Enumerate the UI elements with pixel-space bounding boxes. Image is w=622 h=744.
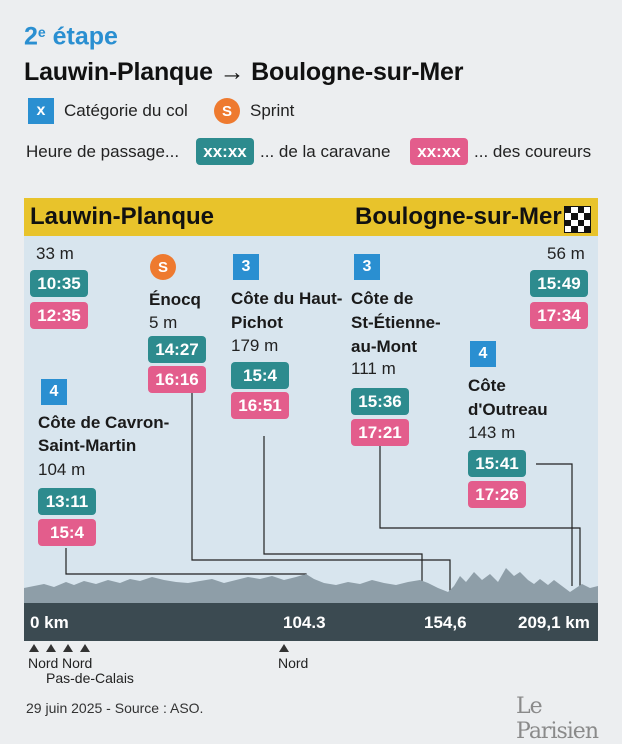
- caravane-legend-pill: xx:xx: [196, 138, 254, 165]
- banner-finish: Boulogne-sur-Mer: [355, 203, 562, 230]
- finish-coureurs-time: 17:34: [530, 302, 588, 329]
- cavron-altitude: 104 m: [38, 460, 86, 479]
- dept-marker-icon: [63, 644, 73, 652]
- coureurs-legend-pill: xx:xx: [410, 138, 468, 165]
- banner-start: Lauwin-Planque: [30, 203, 215, 230]
- leader-line-haut-pichot: [264, 436, 422, 586]
- leader-line-outreau: [536, 464, 572, 586]
- start-coureurs-time: 12:35: [30, 302, 88, 329]
- start-caravane-time: 10:35: [30, 270, 88, 297]
- dept-label-nord2: Nord: [62, 655, 93, 671]
- outreau-altitude: 143 m: [468, 423, 516, 442]
- outreau-coureurs-time: 17:26: [468, 481, 526, 508]
- enocq-altitude: 5 m: [149, 313, 178, 332]
- cavron-category-badge: 4: [41, 379, 67, 405]
- enocq-caravane-time: 14:27: [148, 336, 206, 363]
- cavron-name-line2: Saint-Martin: [38, 436, 137, 455]
- outreau-name-line2: d'Outreau: [468, 400, 548, 419]
- haut-pichot-caravane-time: 15:4: [231, 362, 289, 389]
- outreau-name-line1: Côte: [468, 376, 506, 395]
- finish-caravane-time: 15:49: [530, 270, 588, 297]
- start-altitude: 33 m: [36, 244, 74, 263]
- cavron-coureurs-time: 15:4: [38, 519, 96, 546]
- outreau-category-badge: 4: [470, 341, 496, 367]
- route-title: Lauwin-Planque → Boulogne-sur-Mer: [24, 58, 464, 86]
- enocq-sprint-badge: S: [150, 254, 176, 280]
- sprint-label: Sprint: [250, 101, 295, 120]
- dept-label-nord3: Nord: [278, 655, 309, 671]
- st-etienne-caravane-time: 15:36: [351, 388, 409, 415]
- st-etienne-category-badge: 3: [354, 254, 380, 280]
- dept-label-nord1: Nord: [28, 655, 59, 671]
- haut-pichot-coureurs-time: 16:51: [231, 392, 289, 419]
- stage-number: 2e étape: [24, 22, 118, 51]
- caravane-label: ... de la caravane: [260, 142, 391, 161]
- cavron-name-line1: Côte de Cavron-: [38, 413, 170, 432]
- km-mid1: 104.3: [283, 613, 326, 632]
- enocq-coureurs-time: 16:16: [148, 366, 206, 393]
- dept-marker-icon: [46, 644, 56, 652]
- dept-marker-icon: [279, 644, 289, 652]
- checkered-flag-icon: [564, 206, 591, 233]
- dept-marker-icon: [29, 644, 39, 652]
- source-note: 29 juin 2025 - Source : ASO.: [26, 700, 204, 716]
- enocq-name: Énocq: [149, 290, 201, 309]
- finish-altitude: 56 m: [547, 244, 585, 263]
- haut-pichot-category-badge: 3: [233, 254, 259, 280]
- col-category-badge: x: [28, 98, 54, 124]
- st-etienne-name-line3: au-Mont: [351, 337, 418, 356]
- dept-label-pdc: Pas-de-Calais: [46, 670, 134, 686]
- km-end: 209,1 km: [518, 613, 590, 632]
- dept-marker-icon: [80, 644, 90, 652]
- passage-label: Heure de passage...: [26, 142, 180, 161]
- km-start: 0 km: [30, 613, 69, 632]
- km-mid2: 154,6: [424, 613, 467, 632]
- haut-pichot-altitude: 179 m: [231, 336, 279, 355]
- st-etienne-altitude: 111 m: [351, 359, 396, 378]
- sprint-badge: S: [214, 98, 240, 124]
- coureurs-label: ... des coureurs: [474, 142, 592, 161]
- le-parisien-logo: Le Parisien: [516, 694, 598, 744]
- st-etienne-name-line1: Côte de: [351, 289, 414, 308]
- leader-line-enocq: [192, 388, 450, 592]
- st-etienne-name-line2: St-Étienne-: [351, 313, 441, 332]
- outreau-caravane-time: 15:41: [468, 450, 526, 477]
- haut-pichot-name-line2: Pichot: [231, 313, 283, 332]
- haut-pichot-name-line1: Côte du Haut-: [231, 289, 343, 308]
- col-category-label: Catégorie du col: [64, 101, 188, 120]
- st-etienne-coureurs-time: 17:21: [351, 419, 409, 446]
- cavron-caravane-time: 13:11: [38, 488, 96, 515]
